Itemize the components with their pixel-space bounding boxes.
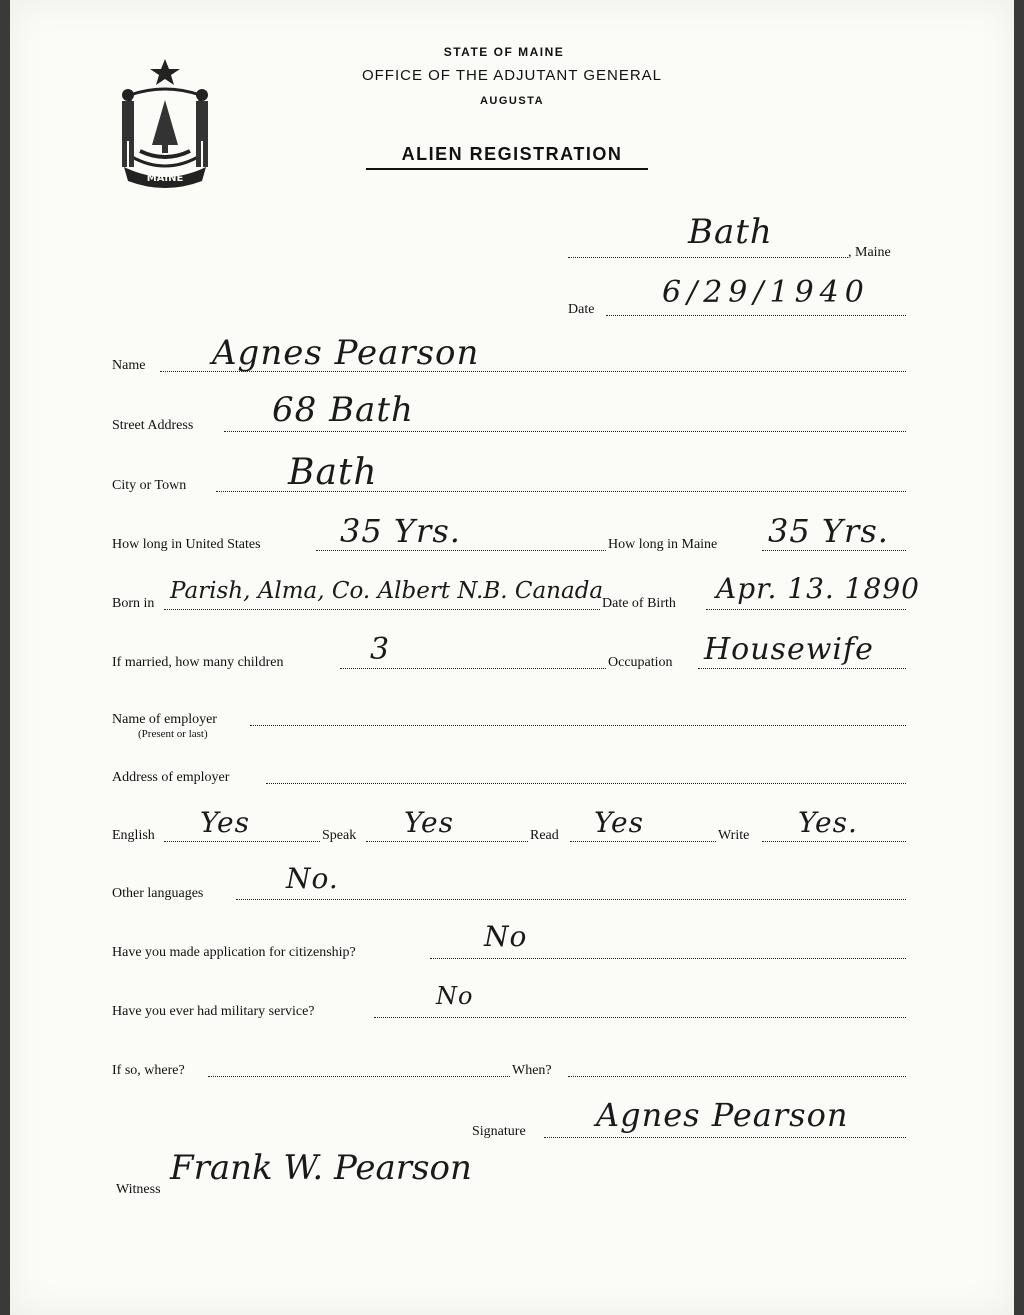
date-entry: 6/29/1940 bbox=[662, 275, 870, 310]
occupation-entry: Housewife bbox=[704, 632, 874, 667]
street-address-entry: 68 Bath bbox=[272, 390, 414, 430]
when-label: When? bbox=[512, 1063, 552, 1078]
other-languages-label: Other languages bbox=[112, 886, 204, 901]
born-in-label: Born in bbox=[112, 596, 155, 611]
children-label: If married, how many children bbox=[112, 655, 284, 670]
maine-state-seal-icon bbox=[110, 55, 220, 190]
citizenship-entry: No bbox=[484, 920, 528, 953]
form-title: ALIEN REGISTRATION bbox=[401, 144, 623, 164]
years-in-us-entry: 35 Yrs. bbox=[340, 512, 461, 550]
read-entry: Yes bbox=[594, 806, 644, 839]
english-entry: Yes bbox=[200, 806, 250, 839]
military-entry: No bbox=[436, 982, 474, 1010]
witness-label: Witness bbox=[116, 1182, 161, 1197]
write-entry: Yes. bbox=[798, 806, 858, 839]
svg-text:MAINE: MAINE bbox=[146, 173, 184, 184]
children-entry: 3 bbox=[370, 632, 391, 667]
city-entry: Bath bbox=[288, 452, 378, 493]
english-label: English bbox=[112, 828, 155, 843]
header-office: OFFICE OF THE ADJUTANT GENERAL bbox=[361, 67, 663, 84]
date-label: Date bbox=[568, 302, 595, 317]
title-underline bbox=[366, 168, 648, 170]
read-label: Read bbox=[530, 828, 559, 843]
street-address-label: Street Address bbox=[112, 418, 194, 433]
years-in-maine-entry: 35 Yrs. bbox=[768, 512, 889, 550]
maine-suffix-label: , Maine bbox=[848, 245, 891, 260]
born-in-entry: Parish, Alma, Co. Albert N.B. Canada bbox=[170, 578, 604, 604]
write-label: Write bbox=[718, 828, 750, 843]
employer-name-sublabel: (Present or last) bbox=[138, 728, 208, 740]
header-city: AUGUSTA bbox=[479, 95, 545, 107]
speak-entry: Yes bbox=[404, 806, 454, 839]
citizenship-label: Have you made application for citizenship? bbox=[112, 945, 356, 960]
date-of-birth-entry: Apr. 13. 1890 bbox=[716, 572, 920, 605]
name-entry: Agnes Pearson bbox=[212, 333, 480, 373]
occupation-label: Occupation bbox=[608, 655, 673, 670]
military-label: Have you ever had military service? bbox=[112, 1004, 315, 1019]
name-label: Name bbox=[112, 358, 146, 373]
signature-entry: Agnes Pearson bbox=[596, 1096, 849, 1134]
witness-entry: Frank W. Pearson bbox=[170, 1148, 472, 1188]
date-of-birth-label: Date of Birth bbox=[602, 596, 676, 611]
employer-name-label: Name of employer bbox=[112, 712, 217, 727]
city-label: City or Town bbox=[112, 478, 187, 493]
years-in-us-label: How long in United States bbox=[112, 537, 261, 552]
where-label: If so, where? bbox=[112, 1063, 185, 1078]
other-languages-entry: No. bbox=[286, 862, 339, 895]
years-in-maine-label: How long in Maine bbox=[608, 537, 718, 552]
employer-address-label: Address of employer bbox=[112, 770, 230, 785]
header-state: STATE OF MAINE bbox=[443, 45, 565, 59]
speak-label: Speak bbox=[322, 828, 357, 843]
town-entry: Bath bbox=[688, 212, 773, 252]
signature-label: Signature bbox=[472, 1124, 526, 1139]
